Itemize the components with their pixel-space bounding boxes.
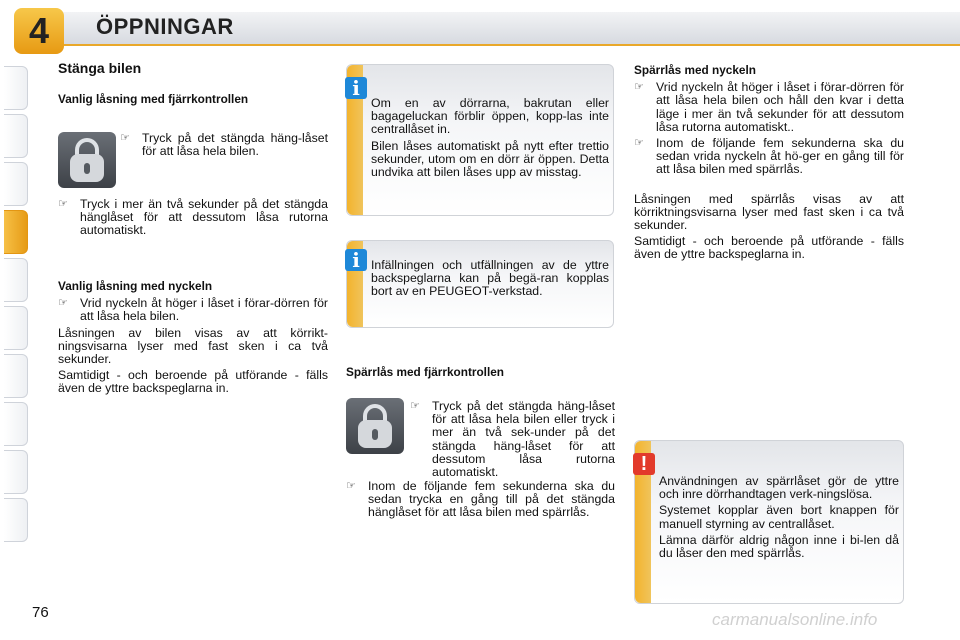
page-title: ÖPPNINGAR bbox=[96, 14, 234, 39]
chapter-tab-4-active[interactable] bbox=[4, 210, 28, 254]
chapter-tab-8[interactable] bbox=[4, 402, 28, 446]
remote-lock-button-image bbox=[346, 398, 404, 454]
chapter-tab-5[interactable] bbox=[4, 258, 28, 302]
chapter-tab-9[interactable] bbox=[4, 450, 28, 494]
pointing-hand-icon: ☞ bbox=[58, 198, 68, 210]
paragraph: Samtidigt - och beroende på utförande - fälls även de yttre backspeglarna in. bbox=[58, 368, 328, 396]
chapter-tab-3[interactable] bbox=[4, 162, 28, 206]
remote-lock-button-image bbox=[58, 132, 116, 188]
page-header bbox=[0, 0, 960, 56]
section-title: Stänga bilen bbox=[58, 60, 142, 76]
warning-box-deadlock: ! Användningen av spärrlåset gör de yttre och inre dörrhandtagen verk-ningslösa. Systemet kopplar även bort knappen för manuell styrning av centrallåset. Lämna därför aldrig någon inne i bi-len då du låser den med spärrlås. bbox=[634, 440, 904, 604]
section-heading-remote: Vanlig låsning med fjärrkontrollen bbox=[58, 92, 249, 107]
middle-bullet-1: ☞ Tryck på det stängda häng-låset för att låsa hela bilen eller tryck i mer än två sek-under på det stängda häng-låset för att dessutom låsa rutorna automatiskt. bbox=[410, 399, 615, 480]
section-heading-key: Vanlig låsning med nyckeln bbox=[58, 279, 213, 293]
left-bullet-2: ☞ Tryck i mer än två sekunder på det stängda hänglåset för att dessutom låsa rutorna automatiskt. bbox=[58, 197, 328, 238]
chapter-tab-1[interactable] bbox=[4, 66, 28, 110]
paragraph: Låsningen med spärrlås visas av att körriktningsvisarna lyser med fast sken i ca två sekunder. bbox=[634, 191, 904, 233]
chapter-tab-strip bbox=[0, 66, 34, 578]
left-bullet-1: ☞ Tryck på det stängda häng-låset för att låsa hela bilen. bbox=[120, 131, 328, 159]
right-column: Spärrlås med nyckeln ☞ Vrid nyckeln åt höger i låset i förar-dörren för att låsa hela bilen och håll den kvar i detta läge i mer än två sekunder för att dessutom låsa rutorna automatiskt.. ☞ Inom de följande fem sekunderna ska du sedan vrida nyckeln åt hö-ger en gång till för att låsa bilen med spärrlås. Låsningen med spärrlås visas av att körriktningsvisarna lyser med fast sken i ca två sekunder. Samtidigt - och beroende på utförande - fälls även de yttre backspeglarna in. bbox=[634, 63, 904, 262]
chapter-tab-6[interactable] bbox=[4, 306, 28, 350]
pointing-hand-icon: ☞ bbox=[634, 81, 644, 94]
pointing-hand-icon: ☞ bbox=[410, 400, 420, 412]
pointing-hand-icon: ☞ bbox=[58, 297, 68, 310]
watermark: carmanualsonline.info bbox=[712, 610, 878, 629]
section-heading-deadlock-key: Spärrlås med nyckeln bbox=[634, 63, 756, 77]
chapter-number-badge: 4 bbox=[14, 8, 64, 54]
info-box-central-locking: i Om en av dörrarna, bakrutan eller bagageluckan förblir öppen, kopp-las inte centrallåset in. Bilen låses automatiskt på nytt efter trettio sekunder, utom om en dörr är öppen. Detta undvika att bilen låses upp av misstag. bbox=[346, 64, 614, 216]
info-icon: i bbox=[345, 249, 367, 271]
chapter-tab-10[interactable] bbox=[4, 498, 28, 542]
page-number: 76 bbox=[32, 604, 49, 621]
paragraph: Samtidigt - och beroende på utförande - fälls även de yttre backspeglarna in. bbox=[634, 234, 904, 262]
paragraph: Låsningen av bilen visas av att körrikt-ningsvisarna lyser med fast sken i ca två sekunder. bbox=[58, 325, 328, 367]
exclamation-icon: ! bbox=[633, 453, 655, 475]
pointing-hand-icon: ☞ bbox=[634, 137, 644, 150]
middle-bullet-2: ☞ Inom de följande fem sekunderna ska du sedan trycka en gång till på det stängda hänglåset för att låsa bilen med spärrlås. bbox=[346, 479, 615, 520]
pointing-hand-icon: ☞ bbox=[120, 132, 130, 144]
middle-heading: Spärrlås med fjärrkontrollen bbox=[346, 365, 504, 379]
chapter-tab-7[interactable] bbox=[4, 354, 28, 398]
left-column bbox=[58, 62, 328, 106]
info-icon: i bbox=[345, 77, 367, 99]
chapter-tab-2[interactable] bbox=[4, 114, 28, 158]
left-key-section: Vanlig låsning med nyckeln ☞ Vrid nyckeln åt höger i låset i förar-dörren för att låsa hela bilen. Låsningen av bilen visas av att körrikt-ningsvisarna lyser med fast sken i ca två sekunder. Samtidigt - och beroende på utförande - fälls även de yttre backspeglarna in. bbox=[58, 279, 328, 396]
pointing-hand-icon: ☞ bbox=[346, 480, 356, 492]
info-box-mirrors: i Infällningen och utfällningen av de yttre backspeglarna kan på begä-ran kopplas bort av en PEUGEOT-verkstad. bbox=[346, 240, 614, 328]
